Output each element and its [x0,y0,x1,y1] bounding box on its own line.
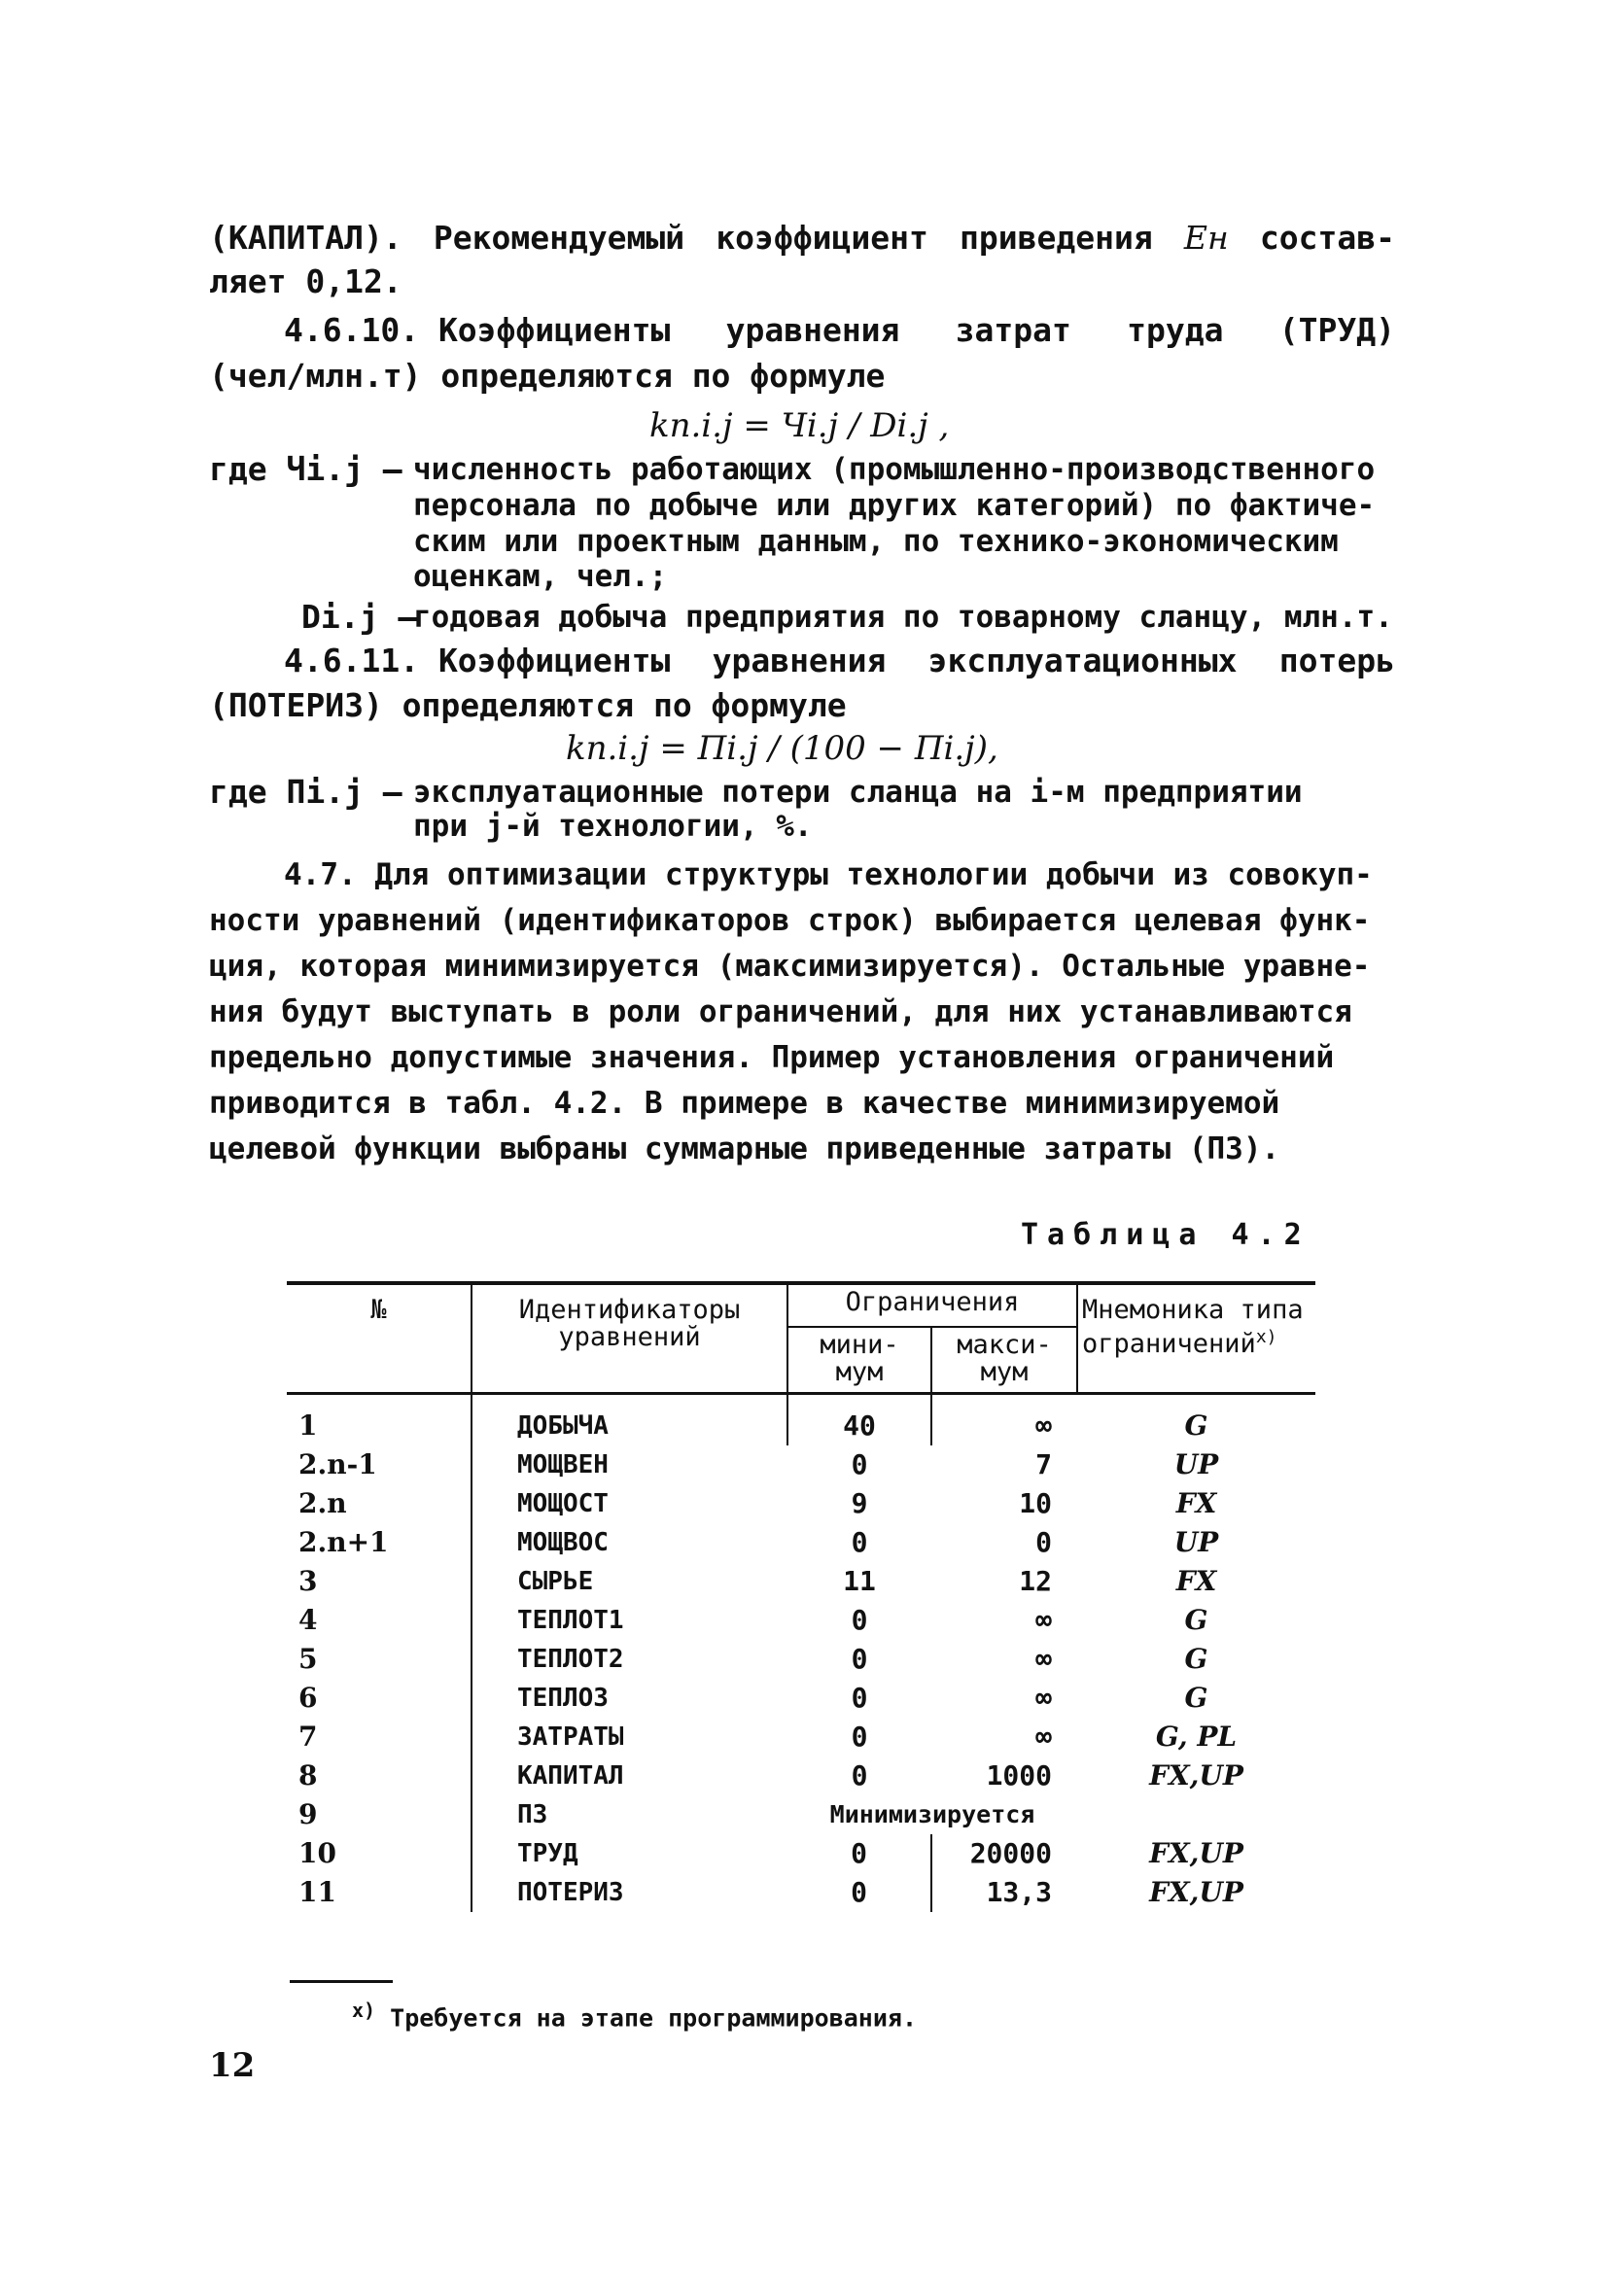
table-row [287,1873,1315,1912]
footnote-divider [290,1980,393,1983]
header-max: макси- мум [931,1327,1077,1394]
text-line-10 [284,642,1395,680]
text-line-9: годовая добыча предприятия по товарному сланцу, млн.т. [413,600,1393,635]
para-line: ности уравнений (идентификаторов строк) выбирается целевая функ- [209,903,1371,938]
word: коэффициент [716,219,928,257]
footnote-mark: x) [352,1999,376,2022]
cell-identifier: СЫРЬЕ [472,1562,787,1601]
cell-number: 2.n-1 [298,1448,377,1480]
word: уравнения [725,311,900,349]
cell-min: 0 [851,1604,868,1636]
def-symbol: Di.j – [301,598,418,636]
table-caption: Таблица 4.2 [1021,1218,1311,1252]
text-line-13: при j-й технологии, %. [413,809,813,844]
cell-mnemonic: G [1184,1409,1208,1442]
cell-number: 2.n [298,1487,347,1519]
header-min: мини- мум [787,1327,931,1394]
cell-identifier: ТЕПЛОТ2 [472,1640,787,1679]
word: приведения [960,219,1153,257]
para-line: ция, которая минимизируется (максимизируется). Остальные уравне- [209,949,1371,984]
word: 4.6.10. Коэффициенты [284,311,671,349]
cell-mnemonic: G, PL [1155,1721,1238,1753]
table-row [287,1718,1315,1757]
cell-identifier: ПЗ [472,1795,787,1834]
cell-min: 40 [787,1394,931,1446]
cell-max: ∞ [1035,1721,1052,1753]
cell-number: 4 [298,1604,318,1636]
text-line-8: оценкам, чел.; [413,559,668,594]
cell-min: 9 [851,1487,868,1519]
table-row [287,1445,1315,1484]
cell-number: 11 [298,1876,336,1908]
cell-identifier: ТЕПЛОЗ [472,1679,787,1718]
word: состав- [1259,219,1395,257]
table-row [287,1484,1315,1523]
cell-mnemonic: G [1184,1682,1208,1714]
text-line-7: ским или проектным данным, по технико-экономическим [413,524,1339,559]
text-line-4: (чел/млн.т) определяются по формуле [209,357,886,395]
cell-min: 11 [843,1565,876,1597]
cell-number: 10 [298,1837,336,1869]
cell-identifier: КАПИТАЛ [472,1757,787,1795]
header-limits: Ограничения [787,1283,1077,1327]
word: (КАПИТАЛ). [209,219,402,257]
para-line: предельно допустимые значения. Пример установления ограничений [209,1040,1335,1075]
cell-number: 3 [298,1565,318,1597]
cell-number: 7 [298,1721,318,1753]
para-line: 4.7. Для оптимизации структуры технологии добычи из совокуп- [284,857,1373,892]
cell-min: 0 [851,1876,867,1908]
word: затрат [955,311,1071,349]
cell-identifier: ЗАТРАТЫ [472,1718,787,1757]
text-line-1 [209,219,1395,258]
table-row [287,1562,1315,1601]
table-row [287,1757,1315,1795]
footnote [352,1999,917,2032]
cell-min: 0 [851,1526,868,1558]
word: (ТРУД) [1278,311,1395,349]
cell-number: 5 [298,1643,318,1675]
cell-min: 0 [851,1682,868,1714]
cell-max: 10 [1019,1487,1052,1519]
formula-losses: kn.i.j = Пi.j / (100 − Пi.j), [566,729,998,768]
table-row [287,1523,1315,1562]
cell-identifier: ПОТЕРИЗ [472,1873,787,1912]
cell-mnemonic: FX [1175,1487,1217,1519]
para-line: приводится в табл. 4.2. В примере в качестве минимизируемой [209,1086,1280,1121]
cell-identifier: ТРУД [472,1834,787,1873]
cell-max: 1000 [986,1759,1052,1792]
cell-min: 0 [851,1759,868,1792]
header-identifiers: Идентификаторы уравнений [472,1283,787,1394]
cell-identifier: МОЩВОС [472,1523,787,1562]
cell-mnemonic: FX,UP [1149,1759,1243,1792]
def-symbol: где Пi.j – [209,773,402,811]
cell-max: 20000 [931,1834,1077,1873]
word: потерь [1278,642,1395,679]
text-line-2: ляет 0,12. [209,262,402,300]
table-row [287,1394,1315,1446]
cell-identifier: ТЕПЛОТ1 [472,1601,787,1640]
text-line-11: (ПОТЕРИЗ) определяются по формуле [209,686,847,724]
cell-min: 0 [851,1721,868,1753]
page-number: 12 [209,2046,256,2085]
text-line-6: персонала по добыче или других категорий) по фактиче- [413,488,1376,523]
cell-mnemonic: FX,UP [1149,1837,1243,1869]
symbol-en: Eн [1183,219,1229,257]
cell-max: 7 [1035,1448,1052,1480]
cell-max: 12 [1019,1565,1052,1597]
table-row [287,1640,1315,1679]
table-body [287,1394,1315,1913]
cell-mnemonic: UP [1173,1448,1219,1480]
cell-number: 9 [298,1798,318,1830]
cell-identifier: ДОБЫЧА [472,1394,787,1446]
para-line: ния будут выступать в роли ограничений, для них устанавливаются [209,994,1352,1029]
cell-max: 0 [1035,1526,1052,1558]
word: Рекомендуемый [433,219,685,257]
cell-min: 0 [851,1643,868,1675]
formula-labor: kn.i.j = Чi.j / Di.j , [649,406,950,445]
cell-max: ∞ [1035,1682,1052,1714]
cell-mnemonic-empty [1077,1795,1315,1834]
word: труда [1127,311,1224,349]
cell-max: ∞ [931,1394,1077,1446]
table-row [287,1679,1315,1718]
text-line-5: численность работающих (промышленно-производственного [413,452,1376,487]
table-row [287,1834,1315,1873]
cell-identifier: МОЩОСТ [472,1484,787,1523]
cell-number: 2.n+1 [298,1526,389,1558]
table-row [287,1601,1315,1640]
cell-number: 6 [298,1682,318,1714]
cell-mnemonic: G [1184,1643,1208,1675]
cell-min: 0 [851,1448,868,1480]
text-line-12: эксплуатационные потери сланца на i-м предприятии [413,775,1303,810]
table-row [287,1795,1315,1834]
text-line-3 [284,311,1395,350]
cell-min: 0 [851,1837,867,1869]
cell-mnemonic: FX [1175,1565,1217,1597]
cell-identifier: МОЩВЕН [472,1445,787,1484]
cell-max: 13,3 [931,1873,1077,1912]
header-number: № [287,1283,472,1394]
def-symbol: где Чi.j – [209,450,402,488]
cell-mnemonic: FX,UP [1149,1876,1243,1908]
word: эксплуатационных [927,642,1238,679]
header-mnemonic: Мнемоника типа ограничений$^{x)}$ [1077,1283,1315,1394]
cell-number: 1 [298,1409,318,1442]
constraints-table [287,1281,1315,1912]
cell-max: ∞ [1035,1643,1052,1675]
cell-max: ∞ [1035,1604,1052,1636]
word: уравнения [712,642,887,679]
para-line: целевой функции выбраны суммарные приведенные затраты (ПЗ). [209,1131,1280,1166]
cell-minimized-note: Минимизируется [829,1800,1035,1828]
cell-mnemonic: G [1184,1604,1208,1636]
cell-mnemonic: UP [1173,1526,1219,1558]
cell-number: 8 [298,1759,318,1792]
word: 4.6.11. Коэффициенты [284,642,671,679]
footnote-text: Требуется на этапе программирования. [390,2003,918,2033]
